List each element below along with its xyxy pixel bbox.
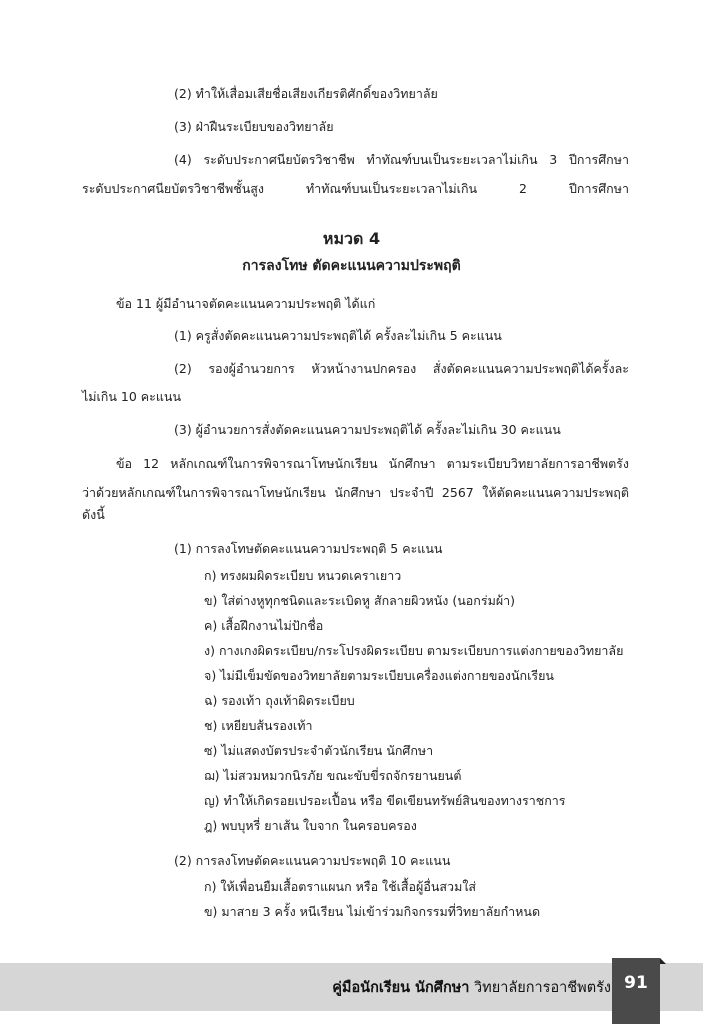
list-item: ก) ให้เพื่อนยืมเสื้อตราแผนก หรือ ใช้เสื้อผู้อื่นสวมใส่	[204, 879, 477, 894]
text-line: ไม่เกิน 10 คะแนน	[82, 389, 181, 404]
list-item: ข) มาสาย 3 ครั้ง หนีเรียน ไม่เข้าร่วมกิจกรรมที่วิทยาลัยกำหนด	[204, 904, 541, 919]
text-line: (3) ผู้อำนวยการสั่งตัดคะแนนความประพฤติได้ ครั้งละไม่เกิน 30 คะแนน	[174, 422, 561, 437]
text-line: ว่าด้วยหลักเกณฑ์ในการพิจารณาโทษนักเรียน นักศึกษา ประจำปี 2567 ให้ตัดคะแนนความประพฤติ	[82, 485, 629, 500]
text-line: (4) ระดับประกาศนียบัตรวิชาชีพ ทำทัณฑ์บนเป็นระยะเวลาไม่เกิน 3 ปีการศึกษา	[174, 152, 629, 167]
page-corner-fold	[660, 958, 666, 964]
list-heading: (1) การลงโทษตัดคะแนนความประพฤติ 5 คะแนน	[174, 541, 443, 556]
text-line: (2) รองผู้อำนวยการ หัวหน้างานปกครอง สั่งตัดคะแนนความประพฤติได้ครั้งละ	[174, 361, 629, 376]
list-item: ญ) ทำให้เกิดรอยเปรอะเปื้อน หรือ ขีดเขียนทรัพย์สินของทางราชการ	[204, 793, 566, 808]
chapter-title: หมวด 4	[322, 229, 381, 248]
list-heading: (2) การลงโทษตัดคะแนนความประพฤติ 10 คะแนน	[174, 853, 451, 868]
chapter-subtitle: การลงโทษ ตัดคะแนนความประพฤติ	[242, 258, 461, 274]
list-item: ค) เสื้อฝึกงานไม่ปักชื่อ	[204, 618, 324, 633]
list-item: ฌ) ไม่สวมหมวกนิรภัย ขณะขับขี่รถจักรยานยนต์	[204, 768, 462, 783]
text-line: (1) ครูสั่งตัดคะแนนความประพฤติได้ ครั้งละไม่เกิน 5 คะแนน	[174, 328, 502, 343]
list-item: ช) เหยียบส้นรองเท้า	[204, 718, 313, 733]
text-line: (2) ทำให้เสื่อมเสียชื่อเสียงเกียรติศักดิ์ของวิทยาลัย	[174, 86, 438, 101]
list-item: จ) ไม่มีเข็มขัดของวิทยาลัยตามระเบียบเครื่องแต่งกายของนักเรียน	[204, 668, 554, 683]
text-line: ข้อ 12 หลักเกณฑ์ในการพิจารณาโทษนักเรียน นักศึกษา ตามระเบียบวิทยาลัยการอาชีพตรัง	[116, 456, 629, 471]
text-line: ข้อ 11 ผู้มีอำนาจตัดคะแนนความประพฤติ ได้แก่	[116, 296, 376, 311]
text-line: ดังนี้	[82, 507, 105, 522]
list-item: ฉ) รองเท้า ถุงเท้าผิดระเบียบ	[204, 693, 355, 708]
footer-title-rest: วิทยาลัยการอาชีพตรัง	[469, 980, 611, 996]
list-item: ก) ทรงผมผิดระเบียบ หนวดเคราเยาว	[204, 568, 402, 583]
page-number: 91	[624, 973, 648, 993]
footer-title	[332, 976, 611, 999]
text-line: ระดับประกาศนียบัตรวิชาชีพชั้นสูง ทำทัณฑ์บนเป็นระยะเวลาไม่เกิน 2 ปีการศึกษา	[82, 181, 629, 196]
list-item: ฎ) พบบุหรี่ ยาเส้น ใบจาก ในครอบครอง	[204, 818, 417, 833]
text-line: (3) ฝ่าฝืนระเบียบของวิทยาลัย	[174, 119, 334, 134]
list-item: ซ) ไม่แสดงบัตรประจำตัวนักเรียน นักศึกษา	[204, 743, 434, 758]
list-item: ข) ใส่ต่างหูทุกชนิดและระเบิดหู สักลายผิวหนัง (นอกร่มผ้า)	[204, 593, 516, 608]
list-item: ง) กางเกงผิดระเบียบ/กระโปรงผิดระเบียบ ตามระเบียบการแต่งกายของวิทยาลัย	[204, 643, 624, 658]
footer-title-bold: คู่มือนักเรียน นักศึกษา	[332, 980, 470, 996]
